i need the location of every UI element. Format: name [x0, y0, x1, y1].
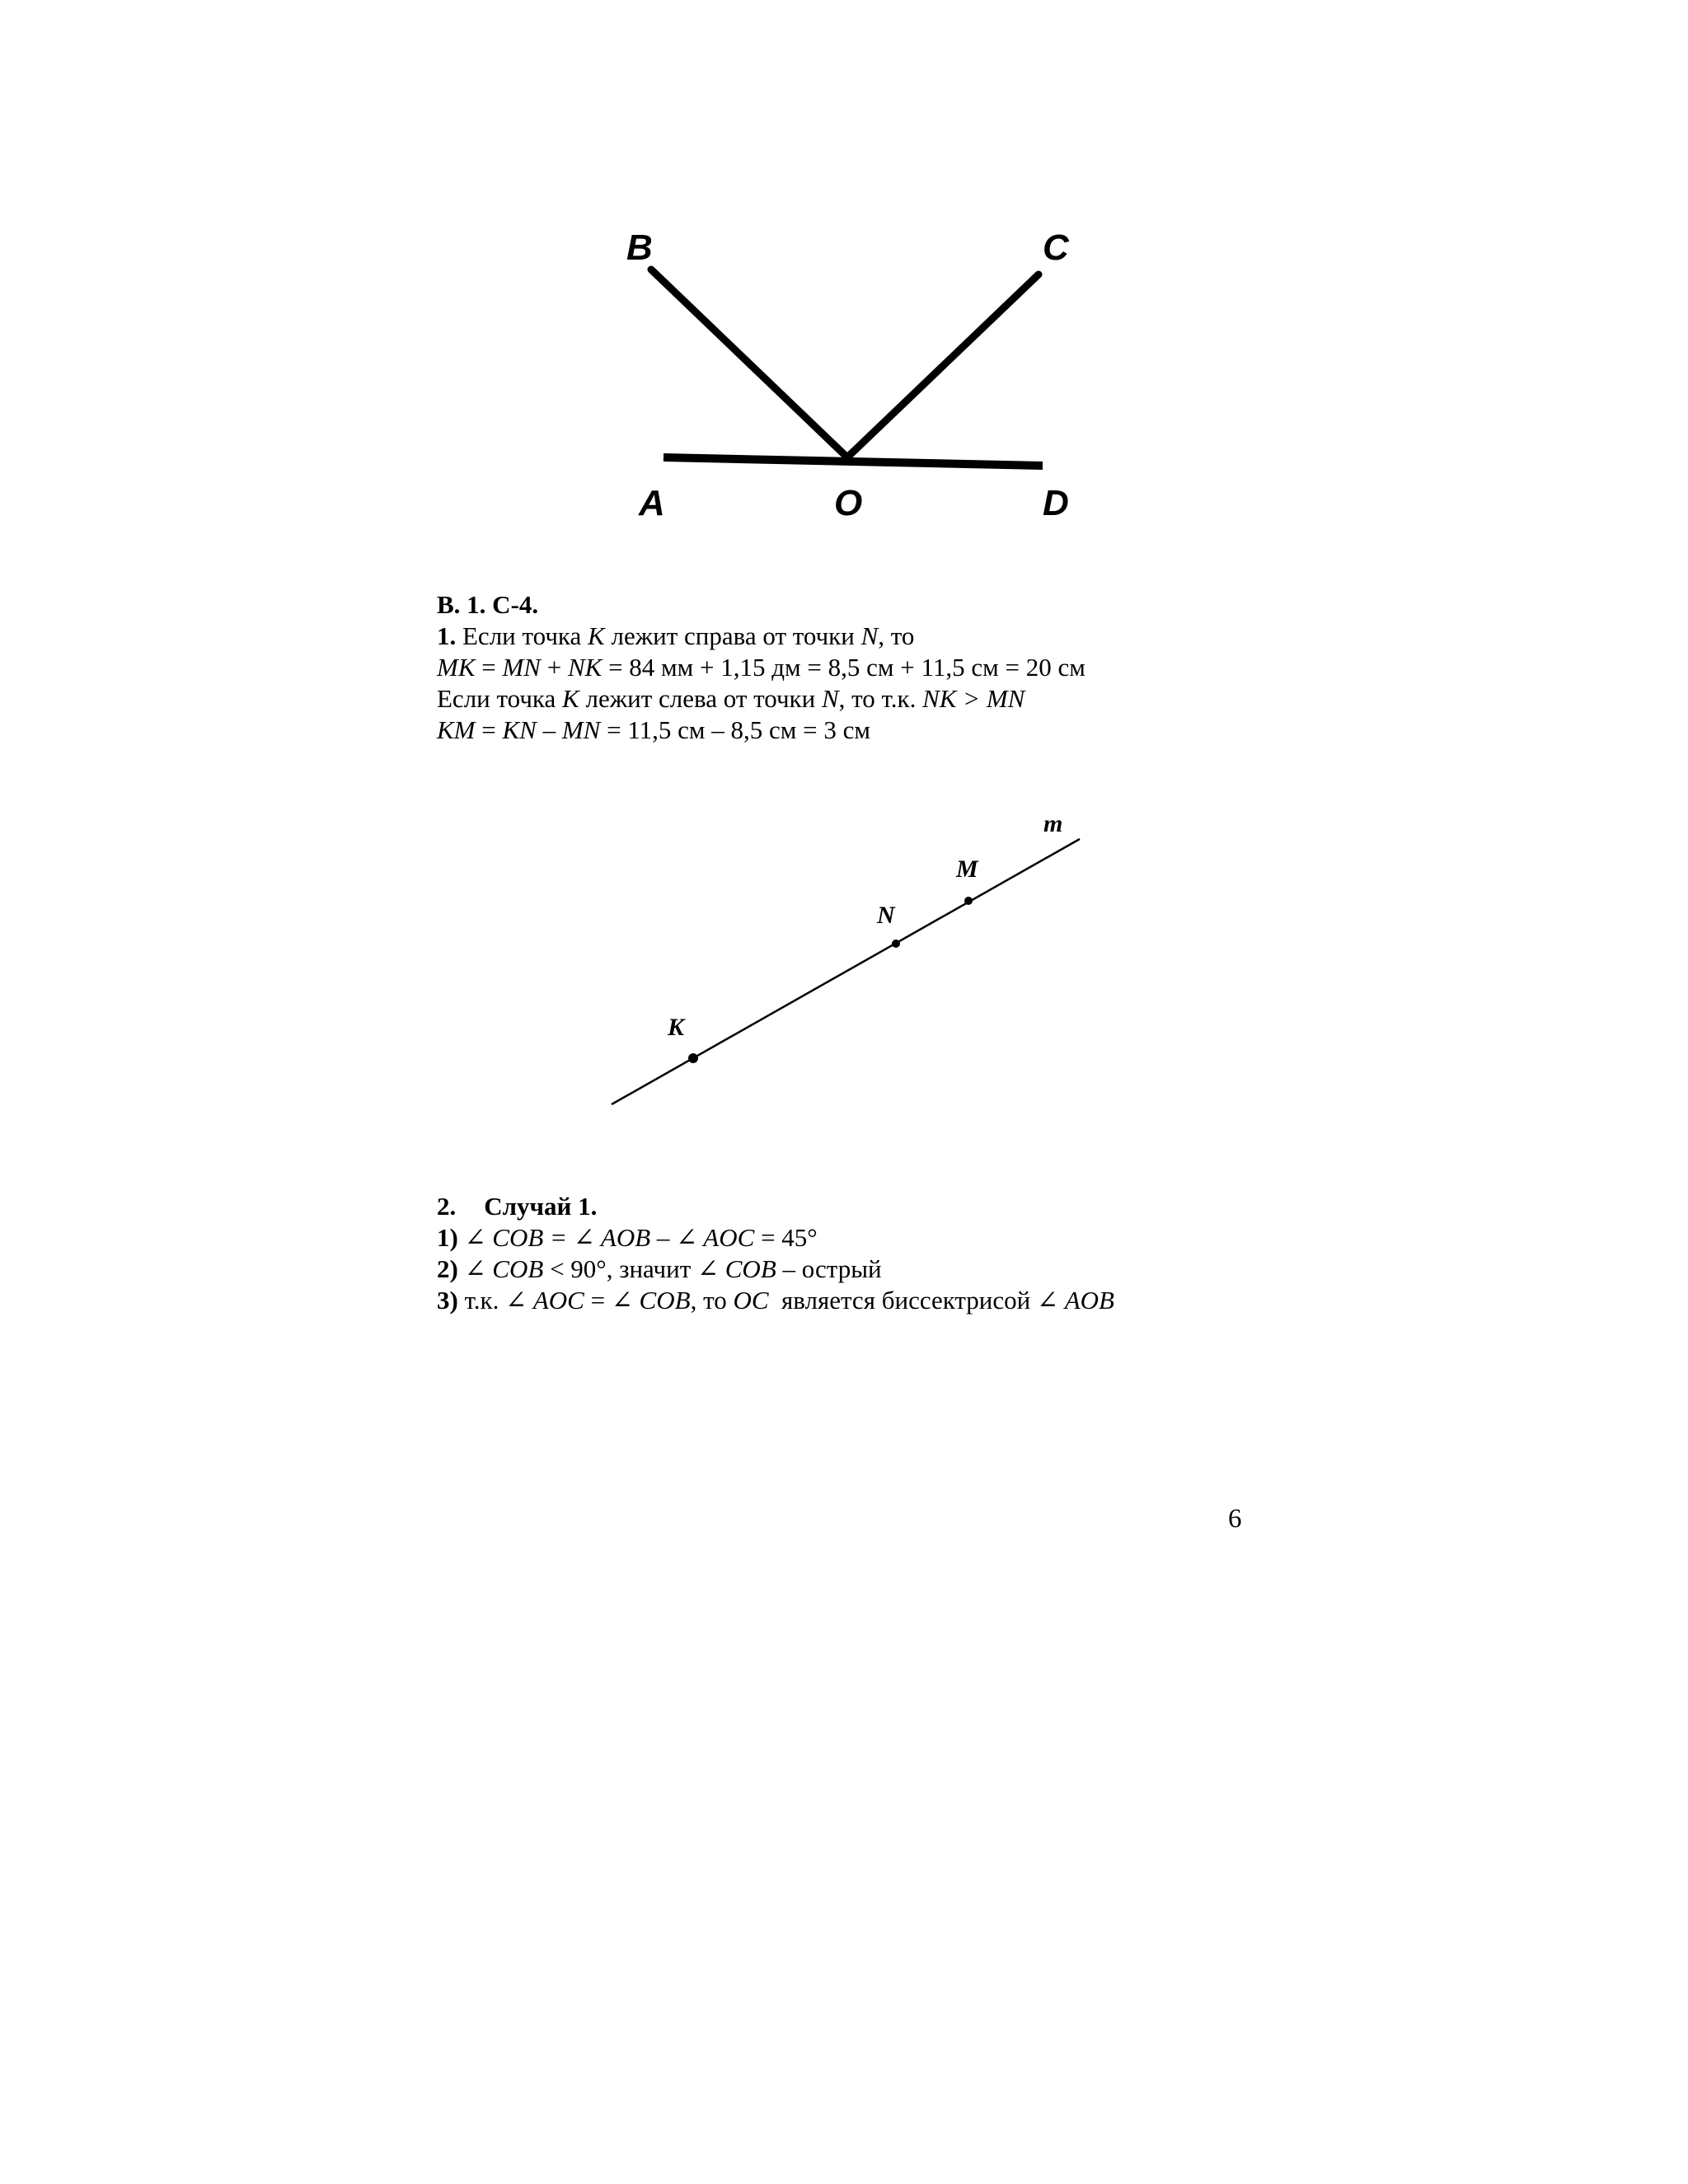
text: = 11,5 см – 8,5 см = 3 см [600, 715, 871, 744]
label-C: C [1043, 227, 1069, 268]
task2-heading [437, 1191, 597, 1222]
item1-rest: = 45° [754, 1223, 818, 1252]
task2-item3 [437, 1285, 1114, 1316]
item2-text2: – острый [776, 1254, 882, 1283]
page-number: 6 [1228, 1504, 1242, 1534]
var-MN: MN [561, 715, 601, 744]
item3-text2: , то [690, 1286, 734, 1315]
item3-eq: = [584, 1286, 612, 1315]
point-N [892, 940, 900, 948]
task2-item2 [437, 1254, 882, 1285]
angle-figure [593, 169, 1104, 565]
var-MK: MK [437, 653, 476, 682]
ray-OC [847, 274, 1039, 457]
task2-case: Случай 1. [484, 1192, 598, 1221]
ray-OB [651, 269, 847, 457]
item1-expr: ∠ COB = ∠ AOB – ∠ AOC [457, 1223, 755, 1252]
var-KM: KM [437, 715, 476, 744]
item3-text: т.к. [457, 1286, 506, 1315]
task1-line2 [437, 652, 1085, 683]
label-B: B [626, 227, 653, 268]
item2-number: 2) [437, 1254, 458, 1283]
item3-angle-aoc: ∠ AOC [505, 1286, 584, 1315]
label-m: m [1043, 810, 1063, 837]
task1-number: 1. [437, 621, 457, 650]
task1-line4 [437, 715, 870, 746]
var-N: N [821, 684, 839, 713]
point-K [688, 1053, 698, 1063]
task2-item1 [437, 1222, 818, 1254]
line-AD [663, 457, 1043, 466]
var-NK: NK [567, 653, 603, 682]
text: лежит слева от точки [579, 684, 822, 713]
task2-number: 2. [437, 1192, 457, 1221]
text: – [536, 715, 562, 744]
item3-number: 3) [437, 1286, 458, 1315]
line-figure [577, 758, 1104, 1146]
task1-line1 [437, 621, 914, 652]
line-m [612, 839, 1080, 1104]
var-KN: KN [502, 715, 537, 744]
text: = [475, 715, 503, 744]
heading-text: В. 1. С-4. [437, 590, 539, 619]
var-K: K [562, 684, 579, 713]
label-D: D [1043, 483, 1069, 523]
text: Если точка [456, 621, 588, 650]
item2-angle: ∠ COB [457, 1254, 544, 1283]
text: + [540, 653, 568, 682]
section-heading [437, 589, 538, 621]
text: = 84 мм + 1,15 дм = 8,5 см + 11,5 см = 20 см [602, 653, 1085, 682]
text: лежит справа от точки [604, 621, 861, 650]
item2-text: < 90°, значит [543, 1254, 698, 1283]
item3-text3: является биссектрисой [768, 1286, 1037, 1315]
point-M [964, 897, 973, 905]
item3-angle-aob: ∠ AOB [1037, 1286, 1114, 1315]
item1-number: 1) [437, 1223, 458, 1252]
condition: NK > MN [922, 684, 1025, 713]
item3-angle-cob: ∠ COB [611, 1286, 691, 1315]
text: , то [878, 621, 915, 650]
text: = [475, 653, 503, 682]
var-N: N [860, 621, 879, 650]
var-MN: MN [502, 653, 541, 682]
label-N: N [877, 902, 895, 929]
item3-oc: OC [733, 1286, 769, 1315]
label-K: K [668, 1014, 685, 1041]
text: , то т.к. [838, 684, 923, 713]
text: Если точка [437, 684, 563, 713]
label-O: O [834, 483, 863, 523]
var-K: K [588, 621, 605, 650]
task1-line3 [437, 683, 1025, 715]
label-A: A [639, 483, 665, 523]
label-M: M [956, 855, 978, 883]
item2-angle2: ∠ COB [697, 1254, 776, 1283]
